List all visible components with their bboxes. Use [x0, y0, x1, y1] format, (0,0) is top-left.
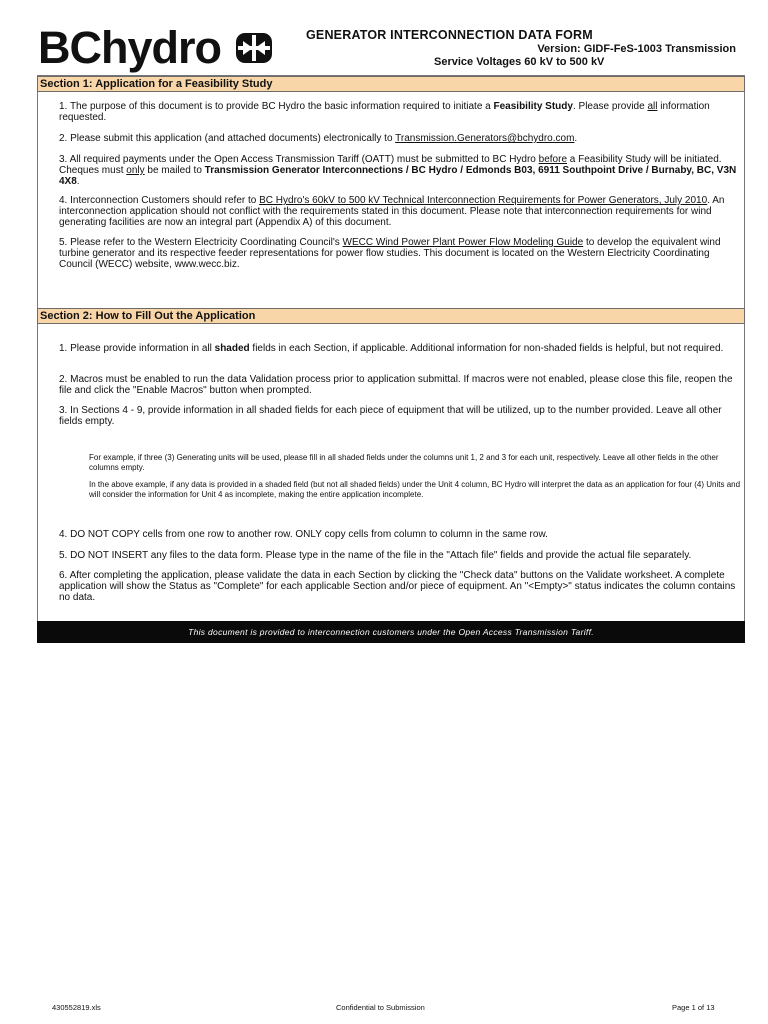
section-2-item-2: 2. Macros must be enabled to run the data Validation process prior to application submittal. If macros were not enabled, please close this file, reopen the file and click the "Enable Macros" button when prompted. [59, 374, 733, 396]
confidentiality-note: Confidential to Submission [336, 1003, 425, 1012]
logo-text: BChydro [38, 22, 221, 73]
email-link[interactable]: Transmission.Generators@bchydro.com [395, 133, 575, 144]
section-1-item-1: 1. The purpose of this document is to provide BC Hydro the basic information required to initiate a Feasibility Study. Please provide all information requested. [59, 101, 710, 123]
section-1-item-3: 3. All required payments under the Open Access Transmission Tariff (OATT) must be submitted to BC Hydro before a Feasibility Study will be initiated. Cheques must only be mailed to Transmission Generator Interconnections / BC Hydro / Edmonds B03, 6911 Southpoint Drive / Burnaby, BC, V3N 4X8. [59, 154, 737, 187]
section-1-item-4: 4. Interconnection Customers should refer to BC Hydro's 60kV to 500 kV Technical Interconnection Requirements for Power Generators, July 2010. An interconnection application should not conflict with the requirements stated in this document. Please note that interconnection requirements for wind generating facilities are now an integral part (Appendix A) of this document. [59, 195, 725, 228]
section-2-item-6: 6. After completing the application, please validate the data in each Section by clicking the "Check data" buttons on the Validate worksheet. A complete application will show the Status as "Complete" for each applicable Section and/or piece of equipment. An "<Empty>" status indicates the column contains no data. [59, 570, 736, 603]
example-note-2: In the above example, if any data is provided in a shaded field (but not all shaded fields) under the Unit 4 column, BC Hydro will interpret the data as an application for four (4) Units and will consider the information for Unit 4 as incomplete, making the entire application incomplete. [89, 480, 741, 499]
tir-document-link[interactable]: BC Hydro's 60kV to 500 kV Technical Interconnection Requirements for Power Generators, July 2010 [259, 195, 708, 206]
section-1-item-5: 5. Please refer to the Western Electricity Coordinating Council's WECC Wind Power Plant Power Flow Modeling Guide to develop the equivalent wind turbine generator and its respective feeder representations for power flow studies. This document is located on the Western Electricity Coordinating Council (WECC) website, www.wecc.biz. [59, 237, 721, 270]
bc-hydro-emblem-icon [235, 32, 273, 64]
bc-hydro-logo [38, 22, 273, 73]
service-voltage: Service Voltages 60 kV to 500 kV [434, 56, 605, 68]
form-version: Version: GIDF-FeS-1003 Transmission [537, 43, 736, 55]
form-title: GENERATOR INTERCONNECTION DATA FORM [306, 28, 593, 42]
oatt-footer-banner: This document is provided to interconnection customers under the Open Access Transmission Tariff. [37, 621, 745, 643]
file-name: 430552819.xls [52, 1003, 101, 1012]
section-2-heading: Section 2: How to Fill Out the Application [37, 308, 745, 324]
section-2-item-4: 4. DO NOT COPY cells from one row to another row. ONLY copy cells from column to column in the same row. [59, 529, 548, 540]
page-number: Page 1 of 13 [672, 1003, 715, 1012]
section-2-item-5: 5. DO NOT INSERT any files to the data form. Please type in the name of the file in the "Attach file" fields and provide the actual file separately. [59, 550, 692, 561]
application-form [37, 75, 745, 643]
section-2-item-3: 3. In Sections 4 - 9, provide information in all shaded fields for each piece of equipment that will be utilized, up to the number provided. Leave all other fields empty. [59, 405, 722, 427]
example-note-1: For example, if three (3) Generating units will be used, please fill in all shaded fields under the columns unit 1, 2 and 3 for each unit, respectively. Leave all other fields in the other columns empty. [89, 453, 719, 472]
section-2-item-1: 1. Please provide information in all shaded fields in each Section, if applicable. Additional information for non-shaded fields is helpful, but not required. [59, 343, 724, 354]
section-1-heading: Section 1: Application for a Feasibility Study [37, 76, 745, 92]
section-1-item-2: 2. Please submit this application (and attached documents) electronically to Transmission.Generators@bchydro.com. [59, 133, 578, 144]
wecc-guide-link[interactable]: WECC Wind Power Plant Power Flow Modeling Guide [342, 237, 584, 248]
